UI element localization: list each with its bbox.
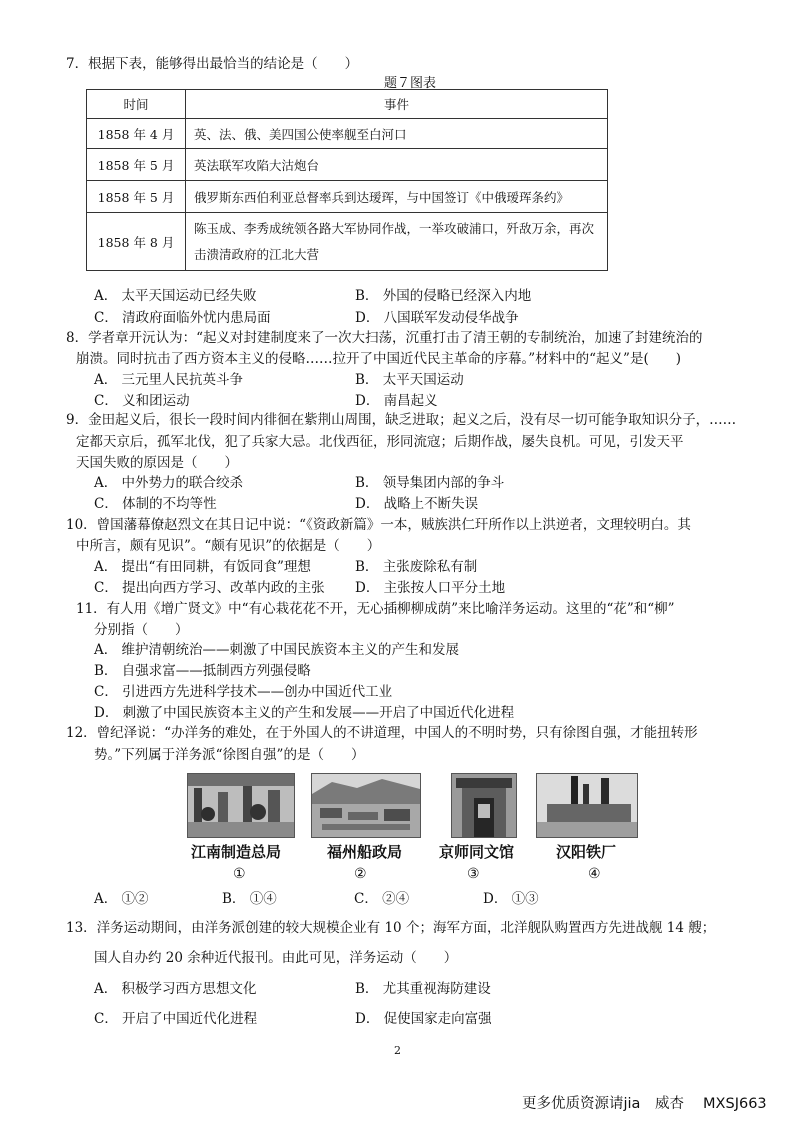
table-cell-event: 俄罗斯东西伯利亚总督率兵到达瑷珲，与中国签订《中俄瑷珲条约》 xyxy=(186,181,608,213)
q12-line-1: 12．曾纪泽说：“办洋务的难处，在于外国人的不讲道理，中国人的不明时势，只有徐图自强，才能扭转形 xyxy=(66,725,698,741)
table-header-event: 事件 xyxy=(186,90,608,119)
photo-number-1: ① xyxy=(233,866,246,882)
q9-line-2: 定都天京后，孤军北伐，犯了兵家大忌。北伐西征，形同流寇；后期作战，屡失良机。可见，引发天平 xyxy=(76,434,684,450)
q7-option-b: B． 外国的侵略已经深入内地 xyxy=(355,288,532,304)
q12-option-c: C． ②④ xyxy=(354,891,410,907)
table-row xyxy=(87,181,608,213)
table-cell-time: 1858 年 8 月 xyxy=(87,213,186,271)
table-cell-time: 1858 年 4 月 xyxy=(87,119,186,149)
q12-option-a: A． ①② xyxy=(94,891,149,907)
photo-fuzhou-navy-yard xyxy=(311,773,421,838)
q7-option-c: C． 清政府面临外忧内患局面 xyxy=(94,310,271,326)
q7-table-caption: 题７图表 xyxy=(384,76,437,91)
q10-option-a: A． 提出“有田同耕，有饭同食”理想 xyxy=(94,559,311,575)
table-cell-event: 英法联军攻陷大沽炮台 xyxy=(186,149,608,181)
table-cell-event: 英、法、俄、美四国公使率舰至白河口 xyxy=(186,119,608,149)
photo-label-4: 汉阳铁厂 xyxy=(556,843,617,861)
table-header-time: 时间 xyxy=(87,90,186,119)
table-cell-event: 陈玉成、李秀成统领各路大军协同作战，一举攻破浦口，歼敌万余，再次击溃清政府的江北大营 xyxy=(186,213,608,271)
photo-label-2: 福州船政局 xyxy=(327,843,403,861)
q13-option-c: C． 开启了中国近代化进程 xyxy=(94,1011,258,1027)
table-row xyxy=(87,119,608,149)
q11-line-2: 分别指（ ） xyxy=(94,622,189,638)
q9-option-a: A． 中外势力的联合绞杀 xyxy=(94,475,244,491)
q8-option-d: D． 南昌起义 xyxy=(355,393,438,409)
photo-hanyang-ironworks xyxy=(536,773,638,838)
table-cell-time: 1858 年 5 月 xyxy=(87,181,186,213)
q7-option-d: D． 八国联军发动侵华战争 xyxy=(355,310,519,326)
page-number: 2 xyxy=(394,1044,401,1057)
q13-line-2: 国人自办约 20 余种近代报刊。由此可见，洋务运动（ ） xyxy=(94,950,458,966)
photo-tongwen-guan xyxy=(451,773,517,838)
q7-option-a: A． 太平天国运动已经失败 xyxy=(94,288,257,304)
q9-line-1: 9．金田起义后，很长一段时间内徘徊在紫荆山周围，缺乏进取；起义之后，没有尽一切可能争取知识分子，…… xyxy=(66,412,737,428)
q10-line-1: 10．曾国藩幕僚赵烈文在其日记中说：“《资政新篇》一本，贼族洪仁玕所作以上洪逆者，文理较明白。其 xyxy=(66,517,691,533)
q7-table xyxy=(86,89,608,271)
q10-option-b: B． 主张废除私有制 xyxy=(355,559,478,575)
q12-option-b: B． ①④ xyxy=(222,891,277,907)
q9-option-d: D． 战略上不断失误 xyxy=(355,496,479,512)
photo-label-1: 江南制造总局 xyxy=(191,843,282,861)
q11-option-c: C． 引进西方先进科学技术——创办中国近代工业 xyxy=(94,684,393,700)
q13-option-b: B． 尤其重视海防建设 xyxy=(355,981,491,997)
q8-line-2: 崩溃。同时抗击了西方资本主义的侵略……拉开了中国近代民主革命的序幕。”材料中的“起义”是( ) xyxy=(76,351,681,367)
photo-number-2: ② xyxy=(354,866,367,882)
photo-jiangnan-arsenal xyxy=(187,773,295,838)
table-header-row xyxy=(87,90,608,119)
table-row xyxy=(87,149,608,181)
q13-option-a: A． 积极学习西方思想文化 xyxy=(94,981,257,997)
q10-option-d: D． 主张按人口平分土地 xyxy=(355,580,506,596)
photo-label-3: 京师同文馆 xyxy=(439,843,515,861)
q13-option-d: D． 促使国家走向富强 xyxy=(355,1011,492,1027)
q9-line-3: 天国失败的原因是（ ） xyxy=(76,455,238,471)
q7-stem: 7．根据下表，能够得出最恰当的结论是（ ） xyxy=(66,56,359,72)
q9-option-b: B． 领导集团内部的争斗 xyxy=(355,475,505,491)
q11-option-d: D． 刺激了中国民族资本主义的产生和发展——开启了中国近代化进程 xyxy=(94,705,515,721)
q9-option-c: C． 体制的不均等性 xyxy=(94,496,217,512)
q11-option-b: B． 自强求富——抵制西方列强侵略 xyxy=(94,663,311,679)
q8-option-c: C． 义和团运动 xyxy=(94,393,190,409)
q11-line-1: 11．有人用《增广贤文》中“有心栽花花不开，无心插柳柳成荫”来比喻洋务运动。这里的“花”和“柳” xyxy=(76,601,675,617)
q12-line-2: 势。”下列属于洋务派“徐图自强”的是（ ） xyxy=(94,747,365,763)
q13-line-1: 13．洋务运动期间，由洋务派创建的较大规模企业有 10 个；海军方面，北洋舰队购置西方先进战舰 14 艘； xyxy=(66,920,716,936)
photo-number-4: ④ xyxy=(588,866,601,882)
q8-option-b: B． 太平天国运动 xyxy=(355,372,464,388)
q10-option-c: C． 提出向西方学习、改革内政的主张 xyxy=(94,580,325,596)
photo-number-3: ③ xyxy=(467,866,480,882)
q10-line-2: 中所言，颇有见识”。“颇有见识”的依据是（ ） xyxy=(76,538,381,554)
q11-option-a: A． 维护清朝统治——刺激了中国民族资本主义的产生和发展 xyxy=(94,642,460,658)
footer-promo: 更多优质资源请jia 威杏 MXSJ663 xyxy=(522,1096,767,1112)
q12-option-d: D． ①③ xyxy=(483,891,539,907)
table-row xyxy=(87,213,608,271)
q8-line-1: 8．学者章开沅认为：“起义对封建制度来了一次大扫荡，沉重打击了清王朝的专制统治，加速了封建统治的 xyxy=(66,330,703,346)
table-cell-time: 1858 年 5 月 xyxy=(87,149,186,181)
q8-option-a: A． 三元里人民抗英斗争 xyxy=(94,372,244,388)
